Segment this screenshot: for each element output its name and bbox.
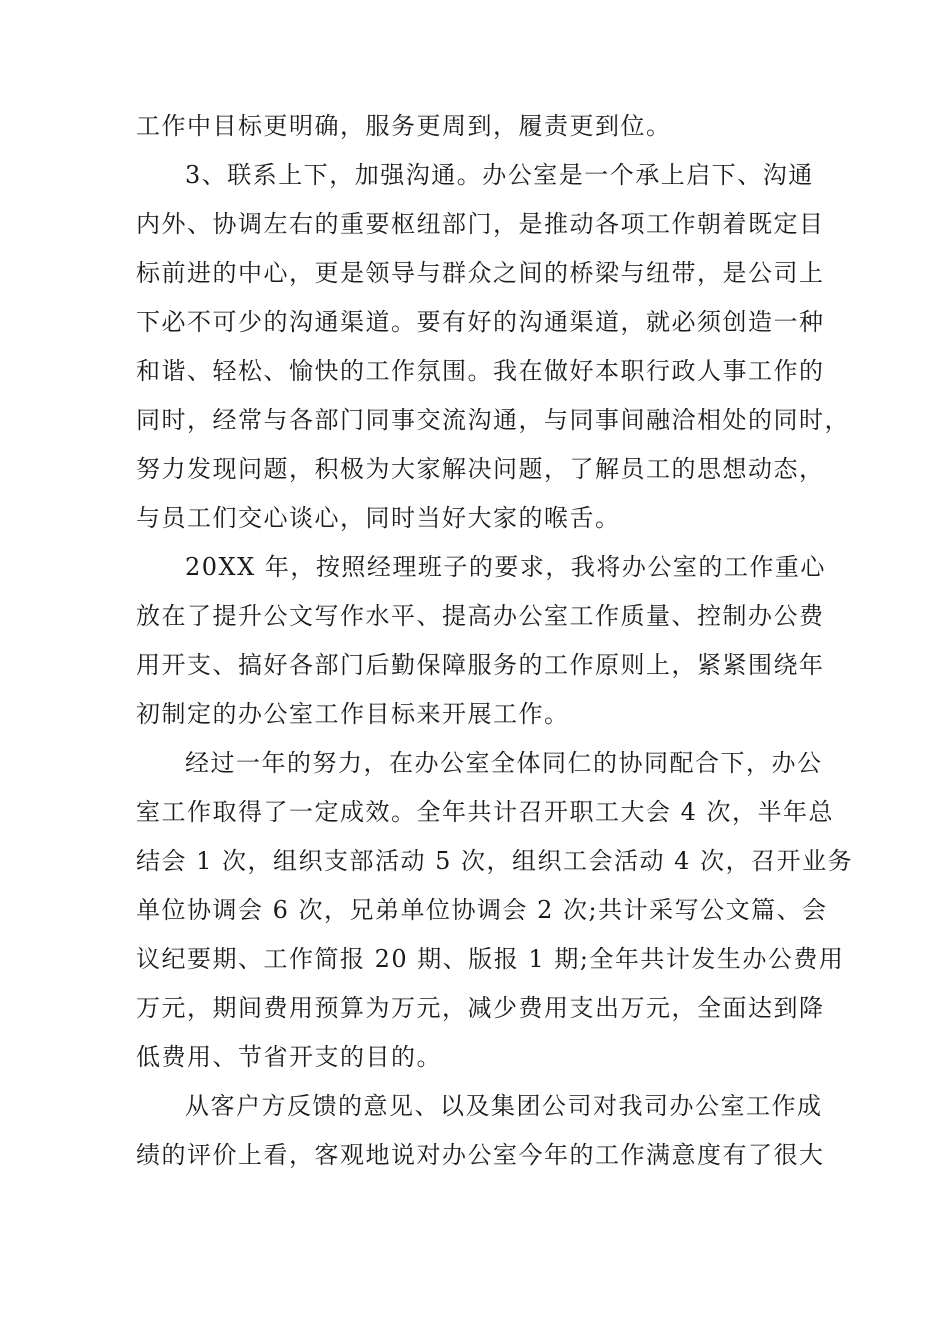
text-line: 20XX 年，按照经理班子的要求，我将办公室的工作重心 <box>185 553 826 581</box>
text-line: 标前进的中心，更是领导与群众之间的桥梁与纽带，是公司上 <box>136 259 825 287</box>
text-line: 下必不可少的沟通渠道。要有好的沟通渠道，就必须创造一种 <box>136 308 825 336</box>
text-line: 低费用、节省开支的目的。 <box>136 1043 442 1071</box>
text-line: 从客户方反馈的意见、以及集团公司对我司办公室工作成 <box>185 1092 823 1120</box>
paragraph-communication <box>136 151 850 543</box>
text-line: 议纪要期、工作简报 20 期、版报 1 期;全年共计发生办公费用 <box>136 945 845 973</box>
text-line: 内外、协调左右的重要枢纽部门，是推动各项工作朝着既定目 <box>136 210 825 238</box>
text-line: 经过一年的努力，在办公室全体同仁的协同配合下，办公 <box>185 749 823 777</box>
text-line: 同时，经常与各部门同事交流沟通，与同事间融洽相处的同时， <box>136 406 850 434</box>
text-line: 与员工们交心谈心，同时当好大家的喉舌。 <box>136 504 621 532</box>
text-line: 放在了提升公文写作水平、提高办公室工作质量、控制办公费 <box>136 602 825 630</box>
document-body <box>136 102 854 1180</box>
text-line: 工作中目标更明确，服务更周到，履责更到位。 <box>136 112 672 140</box>
text-line: 结会 1 次，组织支部活动 5 次，组织工会活动 4 次，召开业务 <box>136 847 854 875</box>
text-line: 万元，期间费用预算为万元，减少费用支出万元，全面达到降 <box>136 994 825 1022</box>
paragraph-results <box>136 739 854 1082</box>
paragraph-year-focus <box>136 543 836 739</box>
text-line: 单位协调会 6 次，兄弟单位协调会 2 次;共计采写公文篇、会 <box>136 896 828 924</box>
text-line: 3、联系上下，加强沟通。办公室是一个承上启下、沟通 <box>185 161 814 189</box>
text-line: 努力发现问题，积极为大家解决问题，了解员工的思想动态， <box>136 455 825 483</box>
text-line: 和谐、轻松、愉快的工作氛围。我在做好本职行政人事工作的 <box>136 357 825 385</box>
paragraph-feedback <box>136 1082 836 1180</box>
paragraph-continuation <box>136 102 836 151</box>
text-line: 室工作取得了一定成效。全年共计召开职工大会 4 次，半年总 <box>136 798 835 826</box>
text-line: 绩的评价上看，客观地说对办公室今年的工作满意度有了很大 <box>136 1141 825 1169</box>
text-line: 用开支、搞好各部门后勤保障服务的工作原则上，紧紧围绕年 <box>136 651 825 679</box>
text-line: 初制定的办公室工作目标来开展工作。 <box>136 700 570 728</box>
